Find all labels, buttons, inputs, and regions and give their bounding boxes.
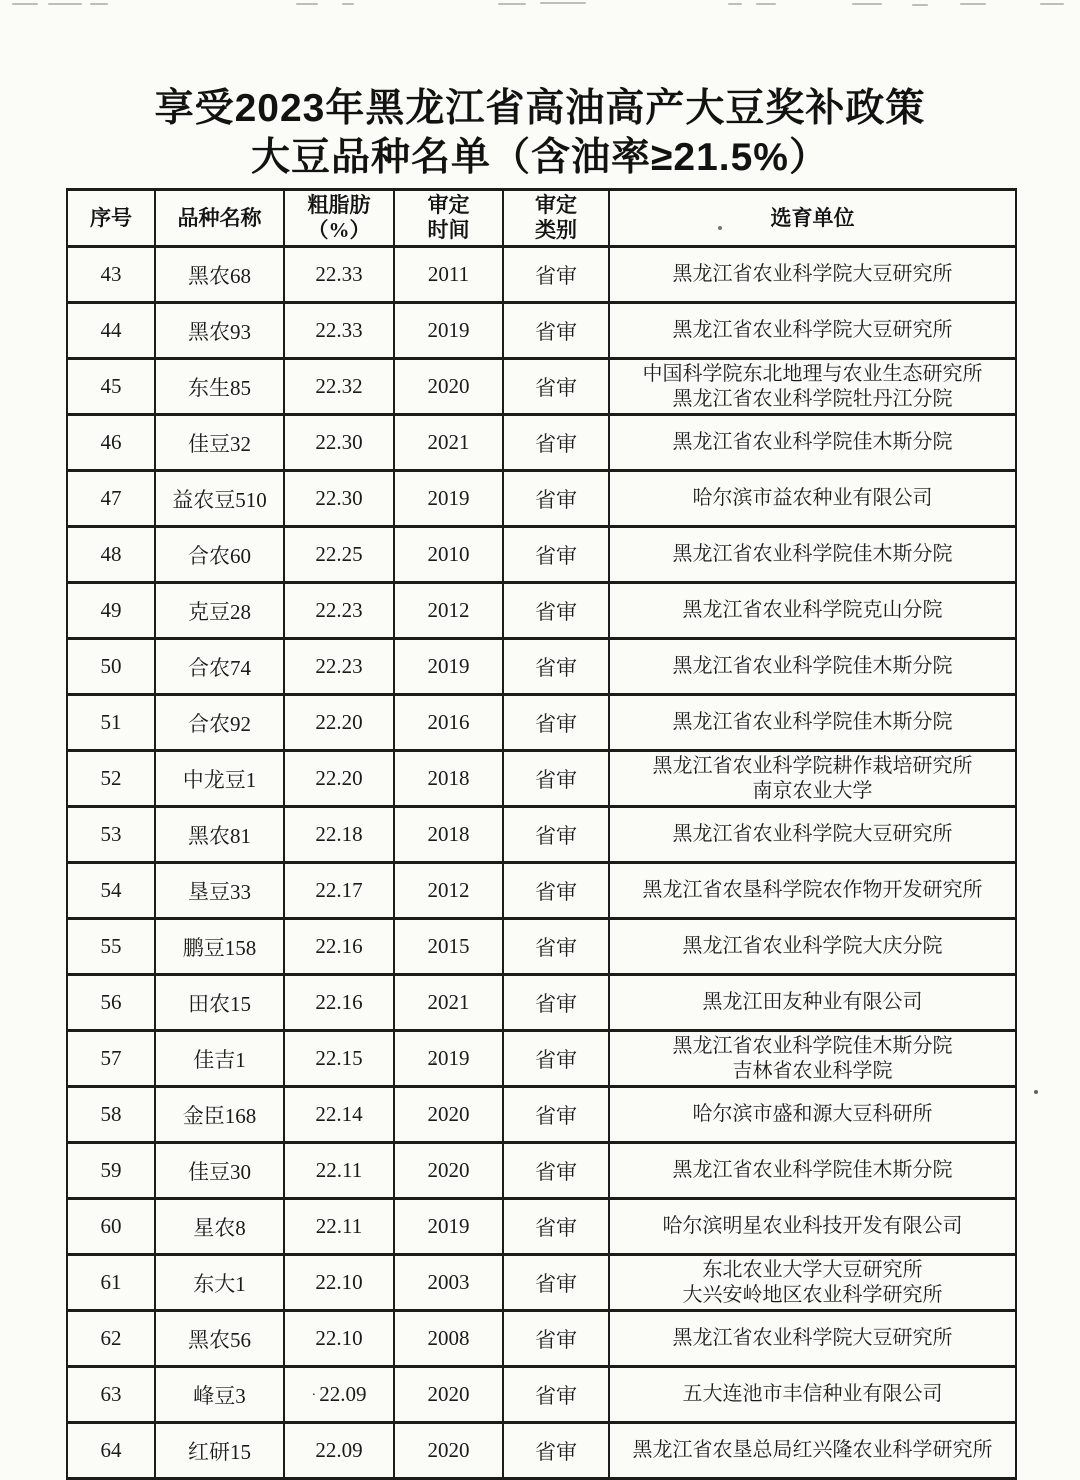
breeding-unit-line: 南京农业大学 bbox=[752, 779, 873, 802]
crude-fat-value: 22.25 bbox=[315, 542, 363, 566]
col-header-breeding-unit-label: 选育单位 bbox=[770, 205, 855, 230]
col-header-fat-line2: （%） bbox=[307, 218, 371, 242]
cell-serial-number: 53 bbox=[67, 807, 155, 863]
cell-approval-category: 省审 bbox=[503, 975, 609, 1031]
table-row bbox=[67, 1367, 1016, 1423]
table-header-row bbox=[67, 190, 1016, 247]
cell-approval-year: 2003 bbox=[394, 1255, 503, 1311]
cell-approval-year: 2008 bbox=[394, 1311, 503, 1367]
breeding-unit-line: 东北农业大学大豆研究所 bbox=[702, 1258, 923, 1281]
table-row bbox=[67, 359, 1016, 415]
cell-approval-year: 2019 bbox=[394, 639, 503, 695]
cell-crude-fat bbox=[284, 919, 394, 975]
page-title-line-1: 享受2023年黑龙江省高油高产大豆奖补政策 bbox=[154, 87, 926, 130]
crude-fat-value: 22.30 bbox=[315, 430, 363, 454]
cell-approval-category: 省审 bbox=[503, 1311, 609, 1367]
crude-fat-value: 22.16 bbox=[315, 934, 363, 958]
cell-crude-fat bbox=[284, 863, 394, 919]
cell-variety-name: 合农74 bbox=[155, 639, 284, 695]
cell-crude-fat bbox=[284, 1367, 394, 1423]
cell-breeding-unit bbox=[609, 1031, 1016, 1087]
cell-approval-year: 2020 bbox=[394, 1423, 503, 1479]
cell-serial-number: 45 bbox=[67, 359, 155, 415]
breeding-unit-line: 黑龙江省农业科学院大豆研究所 bbox=[672, 319, 953, 341]
cell-approval-year: 2018 bbox=[394, 751, 503, 807]
cell-breeding-unit bbox=[609, 919, 1016, 975]
cell-serial-number: 47 bbox=[67, 471, 155, 527]
breeding-unit-line: 黑龙江省农垦科学院农作物开发研究所 bbox=[642, 879, 983, 901]
cell-variety-name: 东生85 bbox=[155, 359, 284, 415]
cell-crude-fat bbox=[284, 639, 394, 695]
cell-variety-name: 垦豆33 bbox=[155, 863, 284, 919]
cell-approval-year: 2021 bbox=[394, 975, 503, 1031]
breeding-unit-line: 黑龙江省农业科学院佳木斯分院 bbox=[672, 543, 953, 565]
cell-approval-year: 2010 bbox=[394, 527, 503, 583]
crude-fat-value: 22.10 bbox=[315, 1326, 363, 1350]
cell-crude-fat bbox=[284, 303, 394, 359]
cell-crude-fat bbox=[284, 695, 394, 751]
cell-variety-name: 田农15 bbox=[155, 975, 284, 1031]
table-row bbox=[67, 1199, 1016, 1255]
cell-serial-number: 56 bbox=[67, 975, 155, 1031]
col-header-approval-time bbox=[394, 190, 503, 247]
cell-approval-category: 省审 bbox=[503, 359, 609, 415]
cell-breeding-unit bbox=[609, 583, 1016, 639]
col-header-approval-time-line2: 时间 bbox=[427, 218, 470, 242]
crude-fat-value: 22.15 bbox=[315, 1046, 363, 1070]
cell-variety-name: 合农92 bbox=[155, 695, 284, 751]
col-header-no-label: 序号 bbox=[90, 205, 132, 230]
cell-breeding-unit bbox=[609, 359, 1016, 415]
breeding-unit-line: 哈尔滨市益农种业有限公司 bbox=[692, 487, 933, 509]
breeding-unit-line: 黑龙江省农业科学院牡丹江分院 bbox=[672, 387, 953, 410]
cell-approval-category: 省审 bbox=[503, 303, 609, 359]
cell-approval-year: 2019 bbox=[394, 1031, 503, 1087]
col-header-breeding-unit bbox=[609, 190, 1016, 247]
cell-breeding-unit bbox=[609, 807, 1016, 863]
soybean-variety-table bbox=[66, 188, 1017, 1480]
cell-approval-year: 2019 bbox=[394, 303, 503, 359]
cell-breeding-unit bbox=[609, 527, 1016, 583]
cell-breeding-unit bbox=[609, 1087, 1016, 1143]
breeding-unit-line: 大兴安岭地区农业科学研究所 bbox=[682, 1283, 943, 1306]
stray-dot-artifact: · bbox=[311, 1388, 317, 1404]
cell-breeding-unit bbox=[609, 471, 1016, 527]
breeding-unit-line: 黑龙江田友种业有限公司 bbox=[702, 991, 923, 1013]
crude-fat-value: 22.32 bbox=[315, 374, 363, 398]
cell-approval-category: 省审 bbox=[503, 807, 609, 863]
cell-variety-name: 东大1 bbox=[155, 1255, 284, 1311]
col-header-approval-time-line1: 审定 bbox=[427, 193, 470, 217]
cell-variety-name: 克豆28 bbox=[155, 583, 284, 639]
breeding-unit-line: 哈尔滨明星农业科技开发有限公司 bbox=[662, 1215, 963, 1237]
breeding-unit-line: 黑龙江省农业科学院佳木斯分院 bbox=[672, 1034, 953, 1057]
col-header-approval-category bbox=[503, 190, 609, 247]
cell-approval-category: 省审 bbox=[503, 1367, 609, 1423]
table-row bbox=[67, 527, 1016, 583]
cell-serial-number: 58 bbox=[67, 1087, 155, 1143]
cell-crude-fat bbox=[284, 247, 394, 303]
cell-variety-name: 益农豆510 bbox=[155, 471, 284, 527]
crude-fat-value: 22.16 bbox=[315, 990, 363, 1014]
col-header-variety bbox=[155, 190, 284, 247]
crude-fat-value: 22.33 bbox=[315, 318, 363, 342]
col-header-approval-category-line1: 审定 bbox=[535, 193, 577, 217]
table-row bbox=[67, 583, 1016, 639]
cell-approval-category: 省审 bbox=[503, 471, 609, 527]
breeding-unit-line: 黑龙江省农业科学院大豆研究所 bbox=[672, 263, 953, 285]
cell-breeding-unit bbox=[609, 751, 1016, 807]
cell-approval-year: 2019 bbox=[394, 471, 503, 527]
cell-approval-category: 省审 bbox=[503, 919, 609, 975]
cell-breeding-unit bbox=[609, 1143, 1016, 1199]
breeding-unit-line: 黑龙江省农业科学院佳木斯分院 bbox=[672, 711, 953, 733]
table-row bbox=[67, 863, 1016, 919]
cell-approval-category: 省审 bbox=[503, 415, 609, 471]
cell-serial-number: 51 bbox=[67, 695, 155, 751]
cell-approval-category: 省审 bbox=[503, 1199, 609, 1255]
crude-fat-value: 22.09 bbox=[315, 1438, 363, 1462]
crude-fat-value: 22.20 bbox=[315, 766, 363, 790]
cell-approval-year: 2020 bbox=[394, 1087, 503, 1143]
cell-approval-year: 2020 bbox=[394, 1143, 503, 1199]
cell-serial-number: 44 bbox=[67, 303, 155, 359]
cell-serial-number: 64 bbox=[67, 1423, 155, 1479]
crude-fat-value: 22.23 bbox=[315, 654, 363, 678]
cell-breeding-unit bbox=[609, 639, 1016, 695]
cell-approval-category: 省审 bbox=[503, 527, 609, 583]
col-header-no bbox=[67, 190, 155, 247]
cell-approval-year: 2018 bbox=[394, 807, 503, 863]
table-row bbox=[67, 1423, 1016, 1479]
page-title-line-2: 大豆品种名单（含油率≥21.5%） bbox=[251, 136, 829, 179]
cell-variety-name: 佳豆32 bbox=[155, 415, 284, 471]
crude-fat-value: 22.33 bbox=[315, 262, 363, 286]
cell-approval-year: 2012 bbox=[394, 863, 503, 919]
breeding-unit-line: 黑龙江省农业科学院大豆研究所 bbox=[672, 823, 953, 845]
cell-crude-fat bbox=[284, 975, 394, 1031]
cell-crude-fat bbox=[284, 471, 394, 527]
cell-serial-number: 49 bbox=[67, 583, 155, 639]
cell-breeding-unit bbox=[609, 247, 1016, 303]
cell-breeding-unit bbox=[609, 303, 1016, 359]
cell-breeding-unit bbox=[609, 1311, 1016, 1367]
page-title bbox=[0, 84, 1080, 182]
breeding-unit-line: 中国科学院东北地理与农业生态研究所 bbox=[642, 362, 983, 385]
cell-approval-year: 2019 bbox=[394, 1199, 503, 1255]
cell-variety-name: 黑农68 bbox=[155, 247, 284, 303]
cell-variety-name: 佳吉1 bbox=[155, 1031, 284, 1087]
cell-variety-name: 红研15 bbox=[155, 1423, 284, 1479]
crude-fat-value: 22.20 bbox=[315, 710, 363, 734]
cell-crude-fat bbox=[284, 527, 394, 583]
cell-breeding-unit bbox=[609, 695, 1016, 751]
table-row bbox=[67, 919, 1016, 975]
table-row bbox=[67, 807, 1016, 863]
cell-crude-fat bbox=[284, 1255, 394, 1311]
table-row bbox=[67, 471, 1016, 527]
cell-approval-year: 2016 bbox=[394, 695, 503, 751]
cell-crude-fat bbox=[284, 1087, 394, 1143]
col-header-variety-label: 品种名称 bbox=[177, 205, 262, 230]
table-row bbox=[67, 415, 1016, 471]
cell-approval-year: 2021 bbox=[394, 415, 503, 471]
cell-serial-number: 43 bbox=[67, 247, 155, 303]
cell-approval-year: 2020 bbox=[394, 359, 503, 415]
breeding-unit-line: 黑龙江省农业科学院耕作栽培研究所 bbox=[652, 754, 973, 777]
cell-approval-category: 省审 bbox=[503, 863, 609, 919]
crude-fat-value: 22.18 bbox=[315, 822, 363, 846]
crude-fat-value: 22.11 bbox=[315, 1158, 363, 1182]
cell-serial-number: 59 bbox=[67, 1143, 155, 1199]
cell-serial-number: 46 bbox=[67, 415, 155, 471]
cell-breeding-unit bbox=[609, 1255, 1016, 1311]
cell-serial-number: 54 bbox=[67, 863, 155, 919]
col-header-fat bbox=[284, 190, 394, 247]
breeding-unit-line: 黑龙江省农业科学院大庆分院 bbox=[682, 935, 943, 957]
cell-crude-fat bbox=[284, 807, 394, 863]
cell-serial-number: 63 bbox=[67, 1367, 155, 1423]
cell-variety-name: 鹏豆158 bbox=[155, 919, 284, 975]
cell-breeding-unit bbox=[609, 975, 1016, 1031]
col-header-fat-line1: 粗脂肪 bbox=[307, 193, 371, 217]
cell-variety-name: 合农60 bbox=[155, 527, 284, 583]
cell-breeding-unit bbox=[609, 415, 1016, 471]
cell-approval-year: 2012 bbox=[394, 583, 503, 639]
breeding-unit-line: 哈尔滨市盛和源大豆科研所 bbox=[692, 1103, 933, 1125]
breeding-unit-line: 五大连池市丰信种业有限公司 bbox=[682, 1383, 943, 1405]
cell-approval-category: 省审 bbox=[503, 1031, 609, 1087]
cell-approval-category: 省审 bbox=[503, 247, 609, 303]
cell-approval-category: 省审 bbox=[503, 1255, 609, 1311]
table-row bbox=[67, 1143, 1016, 1199]
cell-serial-number: 61 bbox=[67, 1255, 155, 1311]
breeding-unit-line: 黑龙江省农业科学院佳木斯分院 bbox=[672, 431, 953, 453]
crude-fat-value: 22.23 bbox=[315, 598, 363, 622]
cell-variety-name: 黑农93 bbox=[155, 303, 284, 359]
cell-variety-name: 星农8 bbox=[155, 1199, 284, 1255]
breeding-unit-line: 吉林省农业科学院 bbox=[732, 1059, 893, 1082]
cell-crude-fat bbox=[284, 1311, 394, 1367]
cell-crude-fat bbox=[284, 1143, 394, 1199]
cell-serial-number: 55 bbox=[67, 919, 155, 975]
breeding-unit-line: 黑龙江省农业科学院佳木斯分院 bbox=[672, 655, 953, 677]
cell-breeding-unit bbox=[609, 1367, 1016, 1423]
table-row bbox=[67, 1311, 1016, 1367]
cell-breeding-unit bbox=[609, 1199, 1016, 1255]
cell-crude-fat bbox=[284, 583, 394, 639]
crude-fat-value: 22.11 bbox=[315, 1214, 363, 1238]
table-row bbox=[67, 303, 1016, 359]
cell-approval-category: 省审 bbox=[503, 583, 609, 639]
cell-approval-category: 省审 bbox=[503, 695, 609, 751]
breeding-unit-line: 黑龙江省农业科学院大豆研究所 bbox=[672, 1327, 953, 1349]
table-row bbox=[67, 247, 1016, 303]
table-row bbox=[67, 1087, 1016, 1143]
cell-crude-fat bbox=[284, 1423, 394, 1479]
cell-approval-year: 2020 bbox=[394, 1367, 503, 1423]
breeding-unit-line: 黑龙江省农垦总局红兴隆农业科学研究所 bbox=[632, 1439, 993, 1461]
cell-approval-year: 2015 bbox=[394, 919, 503, 975]
crude-fat-value: 22.30 bbox=[315, 486, 363, 510]
cell-variety-name: 中龙豆1 bbox=[155, 751, 284, 807]
crude-fat-value: 22.17 bbox=[315, 878, 363, 902]
cell-crude-fat bbox=[284, 415, 394, 471]
cell-crude-fat bbox=[284, 359, 394, 415]
cell-serial-number: 52 bbox=[67, 751, 155, 807]
cell-serial-number: 60 bbox=[67, 1199, 155, 1255]
crude-fat-value: 22.09 bbox=[319, 1382, 367, 1406]
cell-serial-number: 62 bbox=[67, 1311, 155, 1367]
table-row bbox=[67, 751, 1016, 807]
table-row bbox=[67, 975, 1016, 1031]
cell-approval-category: 省审 bbox=[503, 639, 609, 695]
cell-variety-name: 黑农81 bbox=[155, 807, 284, 863]
cell-crude-fat bbox=[284, 1031, 394, 1087]
col-header-approval-category-line2: 类别 bbox=[535, 218, 577, 242]
crude-fat-value: 22.14 bbox=[315, 1102, 363, 1126]
scan-speck bbox=[1034, 1090, 1038, 1094]
table-row bbox=[67, 1255, 1016, 1311]
cell-variety-name: 佳豆30 bbox=[155, 1143, 284, 1199]
table-row bbox=[67, 1031, 1016, 1087]
cell-variety-name: 金臣168 bbox=[155, 1087, 284, 1143]
cell-approval-category: 省审 bbox=[503, 1143, 609, 1199]
breeding-unit-line: 黑龙江省农业科学院克山分院 bbox=[682, 599, 943, 621]
table-row bbox=[67, 695, 1016, 751]
cell-variety-name: 黑农56 bbox=[155, 1311, 284, 1367]
cell-breeding-unit bbox=[609, 1423, 1016, 1479]
cell-crude-fat bbox=[284, 751, 394, 807]
cell-approval-category: 省审 bbox=[503, 1423, 609, 1479]
cell-breeding-unit bbox=[609, 863, 1016, 919]
cell-approval-year: 2011 bbox=[394, 247, 503, 303]
cell-serial-number: 50 bbox=[67, 639, 155, 695]
scan-noise-strip bbox=[0, 0, 1080, 10]
cell-approval-category: 省审 bbox=[503, 751, 609, 807]
cell-approval-category: 省审 bbox=[503, 1087, 609, 1143]
cell-serial-number: 57 bbox=[67, 1031, 155, 1087]
table-row bbox=[67, 639, 1016, 695]
cell-variety-name: 峰豆3 bbox=[155, 1367, 284, 1423]
crude-fat-value: 22.10 bbox=[315, 1270, 363, 1294]
cell-serial-number: 48 bbox=[67, 527, 155, 583]
cell-crude-fat bbox=[284, 1199, 394, 1255]
breeding-unit-line: 黑龙江省农业科学院佳木斯分院 bbox=[672, 1159, 953, 1181]
